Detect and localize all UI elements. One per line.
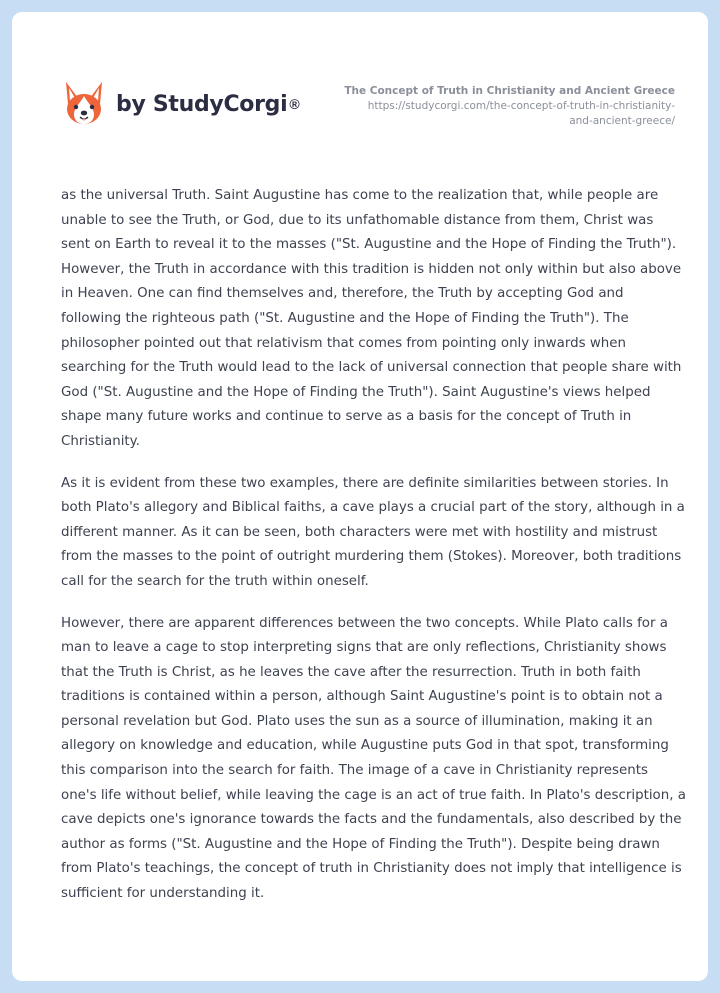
studycorgi-logo[interactable] bbox=[60, 78, 300, 130]
paragraph: as the universal Truth. Saint Augustine has come to the realization that, while people are unable to see the Truth, or God, due to its unfathomable distance from them, Christ was sent on Earth to reveal it to the masses ("St. Augustine and the Hope of Finding the Truth"). However, the Truth in accordance with this tradition is hidden not only within but also above in Heaven. One can find themselves and, therefore, the Truth by accepting God and following the righteous path ("St. Augustine and the Hope of Finding the Truth"). The philosopher pointed out that relativism that comes from pointing only inwards when searching for the Truth would lead to the lack of universal connection that people share with God ("St. Augustine and the Hope of Finding the Truth"). Saint Augustine's views helped shape many future works and continue to serve as a basis for the concept of Truth in Christianity. bbox=[61, 188, 682, 449]
document-url-line1[interactable]: https://studycorgi.com/the-concept-of-truth-in-christianity- bbox=[367, 100, 675, 112]
document-url-line2[interactable]: and-ancient-greece/ bbox=[569, 115, 675, 127]
brand-name: by StudyCorgi bbox=[116, 91, 288, 117]
document-body bbox=[61, 184, 686, 924]
corgi-head-icon bbox=[60, 78, 108, 130]
registered-mark: ® bbox=[289, 96, 300, 112]
page-header bbox=[12, 12, 708, 162]
paragraph: However, there are apparent differences between the two concepts. While Plato calls for a man to leave a cage to stop interpreting signs that are only reflections, Christianity shows that the Truth is Christ, as he leaves the cave after the resurrection. Truth in both faith traditions is contained within a person, although Saint Augustine's point is to obtain not a personal revelation but God. Plato uses the sun as a source of illumination, making it an allegory on knowledge and education, while Augustine puts God in that spot, transforming this comparison into the search for faith. The image of a cave in Christianity represents one's life without belief, while leaving the cage is an act of true faith. In Plato's description, a cave depicts one's ignorance towards the facts and the fundamentals, also described by the author as forms ("St. Augustine and the Hope of Finding the Truth"). Despite being drawn from Plato's teachings, the concept of truth in Christianity does not imply that intelligence is sufficient for understanding it. bbox=[61, 615, 686, 902]
document-title: The Concept of Truth in Christianity and Ancient Greece bbox=[344, 85, 675, 97]
document-page bbox=[12, 12, 708, 981]
document-meta bbox=[295, 84, 675, 129]
paragraph: As it is evident from these two examples, there are definite similarities between stories. In both Plato's allegory and Biblical faiths, a cave plays a crucial part of the story, although in a different manner. As it can be seen, both characters were met with hostility and mistrust from the masses to the point of outright murdering them (Stokes). Moreover, both traditions call for the search for the truth within oneself. bbox=[61, 475, 685, 589]
